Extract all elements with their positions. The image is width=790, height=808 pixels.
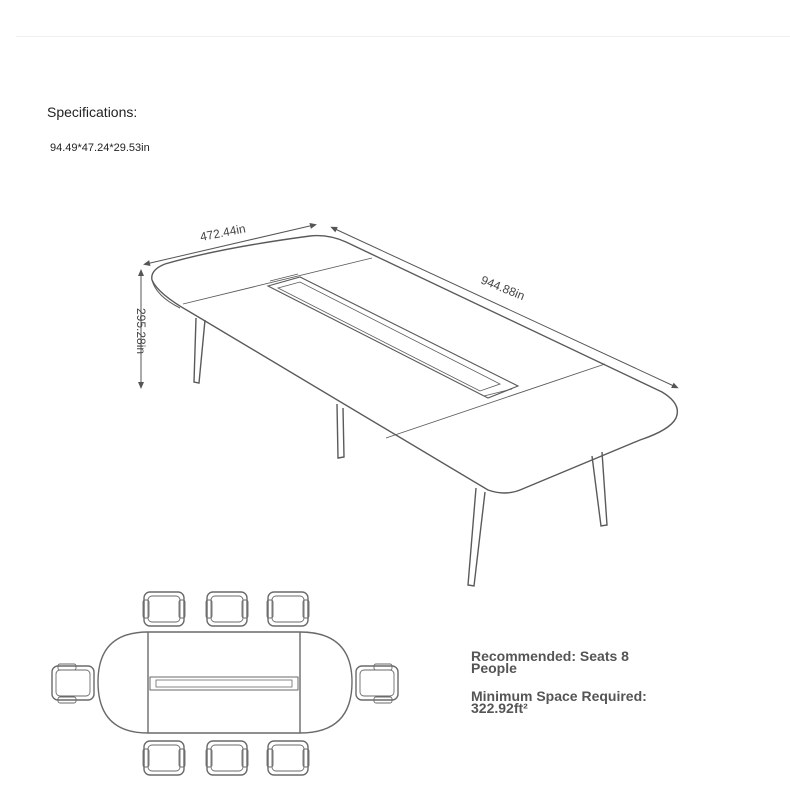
chair-top-1 <box>143 592 185 626</box>
chair-top-3 <box>267 592 309 626</box>
chair-left-end <box>52 664 94 703</box>
table-leg-front-left <box>468 488 485 586</box>
plan-table-outline <box>98 632 352 733</box>
table-center-tray-inner <box>278 282 500 391</box>
plan-cable-tray <box>150 677 298 690</box>
table-top-view <box>52 592 398 775</box>
table-tray-end-back <box>270 274 298 281</box>
minimum-space: Minimum Space Required: 322.92ft² <box>471 688 647 716</box>
table-tray-end-front <box>484 389 512 396</box>
table-leg-front-right <box>592 452 607 526</box>
chair-right-end <box>356 664 398 703</box>
specifications-dimensions: 94.49*47.24*29.53in <box>50 142 150 154</box>
table-center-tray <box>268 277 518 398</box>
plan-cable-tray-inner <box>156 680 292 687</box>
length-label: 944.88in <box>478 272 527 304</box>
chair-bottom-2 <box>206 741 248 775</box>
chair-bottom-3 <box>267 741 309 775</box>
chair-bottom-1 <box>143 741 185 775</box>
height-label: 295.28in <box>134 308 148 355</box>
table-leg-back-left <box>194 318 205 383</box>
recommended-seats: Recommended: Seats 8 People <box>471 648 629 676</box>
table-perspective-view <box>152 236 678 586</box>
specifications-title: Specifications: <box>47 104 138 120</box>
chair-top-2 <box>206 592 248 626</box>
length-arrow <box>333 228 676 387</box>
table-top-outline <box>152 236 678 493</box>
table-leg-center <box>337 404 344 458</box>
width-label: 472.44in <box>198 221 247 244</box>
table-panel-line-back <box>183 258 372 304</box>
